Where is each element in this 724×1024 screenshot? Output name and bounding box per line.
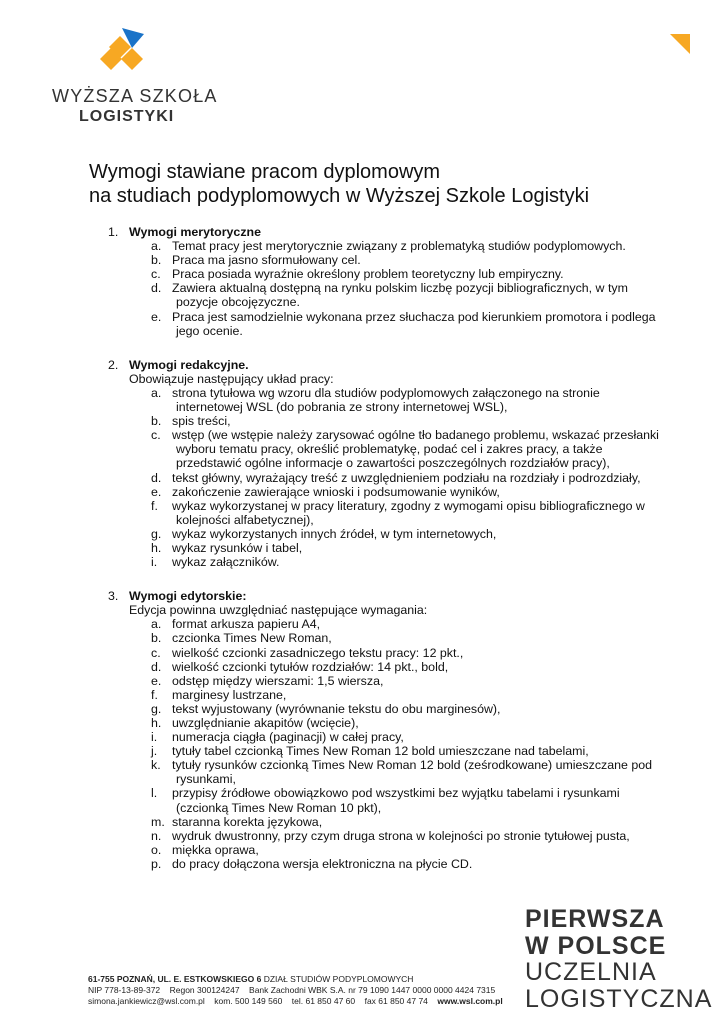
list-marker: g.	[151, 526, 162, 541]
list-marker: n.	[151, 828, 162, 843]
list-item	[108, 617, 688, 631]
section-title: Wymogi redakcyjne.	[129, 357, 249, 372]
list-marker: m.	[151, 814, 165, 829]
section-items	[108, 617, 688, 871]
list-item-line: staranna korekta językowa,	[172, 814, 323, 829]
slogan	[525, 906, 715, 1012]
list-item	[108, 485, 688, 499]
list-item	[108, 660, 688, 674]
footer-department: DZIAŁ STUDIÓW PODYPLOMOWYCH	[263, 974, 414, 984]
slogan-line1: PIERWSZA	[525, 905, 665, 933]
section-intro: Edycja powinna uwzględniać następujące wymagania:	[129, 603, 428, 618]
list-marker: l.	[151, 786, 158, 801]
list-marker: h.	[151, 540, 162, 555]
list-item-line: Praca jest samodzielnie wykonana przez słuchacza pod kierunkiem promotora i podlega	[172, 309, 656, 324]
section-2	[108, 358, 688, 569]
list-item	[108, 631, 688, 645]
logo-text-line2: LOGISTYKI	[79, 108, 175, 125]
list-marker: d.	[151, 470, 162, 485]
footer	[88, 974, 518, 1007]
footer-nip: NIP 778-13-89-372	[88, 985, 161, 995]
title-line2: na studiach podyplomowych w Wyższej Szkole Logistyki	[89, 185, 590, 207]
list-item	[108, 281, 688, 309]
list-item-line: wielkość czcionki zasadniczego tekstu pracy: 12 pkt.,	[172, 645, 464, 660]
footer-line1	[88, 974, 518, 985]
footer-fax: fax 61 850 47 74	[364, 996, 428, 1006]
list-item-line: Temat pracy jest merytorycznie związany z problematyką studiów podyplomowych.	[172, 239, 626, 254]
list-item-line: tekst wyjustowany (wyrównanie tekstu do obu marginesów),	[172, 701, 501, 716]
list-item-line: odstęp między wierszami: 1,5 wiersza,	[172, 673, 384, 688]
list-item-line: wykaz wykorzystanych innych źródeł, w tym internetowych,	[172, 526, 497, 541]
list-item	[108, 786, 688, 814]
list-item	[108, 527, 688, 541]
list-item	[108, 253, 688, 267]
section-number: 1.	[108, 225, 119, 239]
list-item-line: zakończenie zawierające wnioski i podsumowanie wyników,	[172, 484, 500, 499]
list-marker: k.	[151, 758, 161, 773]
list-item-line: czcionka Times New Roman,	[172, 631, 332, 646]
list-marker: h.	[151, 716, 162, 730]
page-title	[89, 160, 689, 208]
list-item	[108, 688, 688, 702]
list-item-line: wyboru tematu pracy, określić problematykę, podać cel i zakres pracy, a także	[176, 442, 603, 457]
list-item-line: wykaz załączników.	[172, 555, 280, 570]
slogan-line4: LOGISTYCZNA	[525, 984, 713, 1013]
list-marker: g.	[151, 701, 162, 716]
list-item	[108, 758, 688, 786]
list-marker: e.	[151, 673, 162, 688]
list-item-line: marginesy lustrzane,	[172, 687, 287, 702]
footer-website[interactable]: www.wsl.com.pl	[437, 996, 503, 1006]
section-title: Wymogi edytorskie:	[129, 589, 247, 604]
list-item-line: kolejności alfabetycznej),	[176, 512, 314, 527]
section-title: Wymogi merytoryczne	[129, 225, 261, 239]
list-marker: i.	[151, 555, 158, 570]
list-marker: c.	[151, 428, 161, 443]
list-item	[108, 310, 688, 338]
list-marker: a.	[151, 385, 162, 400]
section-number: 3.	[108, 589, 119, 604]
list-item-line: tytuły tabel czcionką Times New Roman 12 bold umieszczane nad tabelami,	[172, 744, 589, 759]
logo-text-line1: WYŻSZA SZKOŁA	[52, 86, 218, 106]
footer-line3	[88, 996, 518, 1007]
list-item	[108, 239, 688, 253]
list-item	[108, 815, 688, 829]
list-marker: o.	[151, 842, 162, 857]
list-item-line: uwzględnianie akapitów (wcięcie),	[172, 716, 359, 730]
list-item-line: Praca ma jasno sformułowany cel.	[172, 253, 361, 268]
list-item-line: wstęp (we wstępie należy zarysować ogólne tło badanego problemu, wskazać przesłanki	[172, 428, 659, 443]
list-item-line: pozycje obcojęzyczne.	[176, 295, 300, 310]
footer-address: 61-755 POZNAŃ, UL. E. ESTKOWSKIEGO 6	[88, 974, 262, 984]
list-item	[108, 843, 688, 857]
list-item	[108, 829, 688, 843]
list-item-line: przedstawić ogólne informacje o zawartości poszczególnych rozdziałów pracy),	[176, 456, 610, 471]
list-item-line: wydruk dwustronny, przy czym druga strona w kolejności po stronie tytułowej pusta,	[172, 828, 630, 843]
list-item-line: do pracy dołączona wersja elektroniczna na płycie CD.	[172, 856, 473, 871]
list-marker: i.	[151, 730, 158, 745]
section-3	[108, 589, 688, 871]
list-item-line: internetowej WSL (do pobrania ze strony internetowej WSL),	[176, 400, 508, 415]
list-marker: e.	[151, 309, 162, 324]
requirements-content	[108, 225, 688, 871]
list-item-line: tytuły rysunków czcionką Times New Roman 12 bold (ześrodkowane) umieszczane pod	[172, 758, 653, 773]
list-item-line: Zawiera aktualną dostępną na rynku polskim liczbę pozycji bibliograficznych, w tym	[172, 281, 628, 296]
list-item-line: (czcionką Times New Roman 10 pkt),	[176, 800, 382, 815]
section-items	[108, 386, 688, 569]
list-marker: c.	[151, 267, 161, 282]
list-item	[108, 555, 688, 569]
list-marker: f.	[151, 687, 158, 702]
section-intro: Obowiązuje następujący układ pracy:	[129, 371, 334, 386]
list-item	[108, 716, 688, 730]
list-marker: b.	[151, 253, 162, 268]
list-item-line: format arkusza papieru A4,	[172, 617, 321, 632]
footer-email[interactable]: simona.jankiewicz@wsl.com.pl	[88, 996, 205, 1006]
list-item	[108, 541, 688, 555]
list-item-line: tekst główny, wyrażający treść z uwzględnieniem podziału na rozdziały i podrozdziały,	[172, 470, 641, 485]
list-item-line: wykaz rysunków i tabel,	[172, 540, 303, 555]
list-item-line: jego ocenie.	[176, 323, 243, 338]
title-line1: Wymogi stawiane pracom dyplomowym	[89, 161, 441, 183]
list-item	[108, 646, 688, 660]
list-item-line: strona tytułowa wg wzoru dla studiów podyplomowych załączonego na stronie	[172, 385, 600, 400]
corner-triangle-icon	[670, 34, 690, 54]
section-number: 2.	[108, 357, 119, 372]
footer-regon: Regon 300124247	[169, 985, 240, 995]
slogan-line2: W POLSCE	[525, 931, 667, 960]
list-marker: f.	[151, 498, 158, 513]
list-item	[108, 702, 688, 716]
list-item	[108, 857, 688, 871]
list-item-line: numeracja ciągła (paginacji) w całej pracy,	[172, 730, 404, 745]
logo-mark-icon	[100, 26, 156, 78]
footer-phone: tel. 61 850 47 60	[291, 996, 356, 1006]
list-marker: d.	[151, 659, 162, 674]
list-item-line: rysunkami,	[176, 772, 236, 787]
list-item	[108, 471, 688, 485]
footer-mobile: kom. 500 149 560	[214, 996, 283, 1006]
list-marker: a.	[151, 239, 162, 254]
list-item	[108, 744, 688, 758]
school-logo	[52, 26, 218, 136]
list-marker: b.	[151, 414, 162, 429]
list-marker: p.	[151, 856, 162, 871]
list-item-line: miękka oprawa,	[172, 842, 259, 857]
list-item	[108, 499, 688, 527]
list-marker: d.	[151, 281, 162, 296]
section-items	[108, 239, 688, 338]
slogan-line3: UCZELNIA	[525, 958, 657, 986]
section-heading	[108, 225, 688, 239]
list-item	[108, 674, 688, 688]
list-item	[108, 730, 688, 744]
section-heading	[108, 589, 688, 603]
footer-line2	[88, 985, 518, 996]
list-marker: a.	[151, 617, 162, 632]
list-item-line: wykaz wykorzystanej w pracy literatury, zgodny z wymogami opisu bibliograficznego w	[172, 498, 645, 513]
list-item	[108, 428, 688, 470]
list-item-line: przypisy źródłowe obowiązkowo pod wszystkimi bez wyjątku tabelami i rysunkami	[172, 786, 620, 801]
list-item	[108, 414, 688, 428]
list-marker: e.	[151, 484, 162, 499]
list-marker: b.	[151, 631, 162, 646]
list-item	[108, 267, 688, 281]
section-1	[108, 225, 688, 338]
list-item-line: spis treści,	[172, 414, 231, 429]
list-item-line: Praca posiada wyraźnie określony problem teoretyczny lub empiryczny.	[172, 267, 564, 282]
list-item-line: wielkość czcionki tytułów rozdziałów: 14 pkt., bold,	[172, 659, 449, 674]
list-marker: j.	[151, 744, 158, 759]
footer-bank: Bank Zachodni WBK S.A. nr 79 1090 1447 0000 0000 4424 7315	[249, 985, 496, 995]
list-item	[108, 386, 688, 414]
list-marker: c.	[151, 645, 161, 660]
section-heading	[108, 358, 688, 372]
